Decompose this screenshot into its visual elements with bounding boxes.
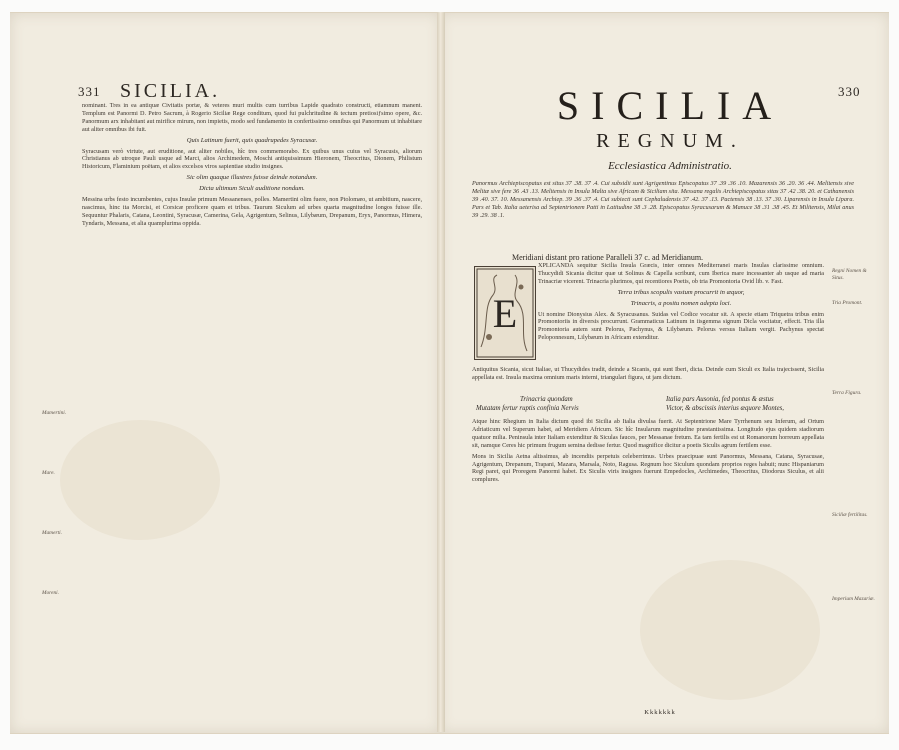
- right-margin-note: Terra Figura.: [832, 390, 862, 396]
- left-caption-3: Dicta ultimum Siculi auditione nondum.: [199, 185, 305, 193]
- right-margin-note: Regni Nomen & Situs.: [832, 268, 867, 281]
- left-margin-note: Mamerti.: [42, 530, 62, 536]
- page-fold: [437, 12, 445, 732]
- meridian-note: Meridiani distant pro ratione Paralleli 37 c. ad Meridianum.: [512, 253, 704, 262]
- admin-text: Panormus Archiepiscopatus est situs 37 .38. 37 .4. Cui subsidii sunt Agrigentinus Episcopatus 37 .39 .36 .10. Mazarensis 36 .20. 36 .44. Melitensis sive Melitæ sive fere 36 .43 .13. Melitensis in Insula Malta sive Africam & Siciliam sita. Messana regalis Archiepiscopatus sitas 37 .42 .38. 20. et Cathanensis 39 .40. 37. 10. Messanensis Archiep. 39 .36 .37 .4. Cui subiecti sunt Cephaludensis 37 .42. 37 .13. Pactensis 38 .13. 37 .30. Liparensis in Insula Lipara. Pars et Tab. Italia ueterisa ad Septentrionem Patti in Latitudine 38 .3 .28. Episcopatus Syracusarum & Manuce 38 .31 .38 .45. Et Militensis, Milai anus 39 .29. 38 .1.: [472, 180, 854, 219]
- verse-right-1: Italia pars Ausonia, fed pontus & æstus: [666, 396, 774, 403]
- paper-stain: [60, 420, 220, 540]
- left-running-head: SICILIA.: [120, 80, 221, 102]
- left-margin-note: Mamertini.: [42, 410, 67, 416]
- page-subtitle: REGNUM.: [596, 130, 744, 152]
- verse-left-2: Mutatam fertur ruptis confinia Nervis: [476, 405, 579, 412]
- right-margin-note: Tria Promont.: [832, 300, 863, 306]
- page-title: SICILIA: [556, 83, 784, 128]
- right-margin-note: Siciliæ fertilitas.: [832, 512, 868, 518]
- signature-mark: Kkkkkkk: [644, 709, 676, 716]
- left-caption-2: Sic olim quaque illustres fuisse deinde notandum.: [186, 174, 318, 182]
- right-body-paragraph-2: Antiquitus Sicania, sicut Italiae, ut Thucydides tradit, deinde a Sicanis, qui sunt Iberi, dicta. Deinde cum Siculi ex Italia trajecissent, Sicilia appellata est. Insula maxima omnium maris interni, triangulari figura, ut jam dictum.: [472, 366, 824, 381]
- verse-right-2: Victor, & abscissis interius æquore Montes,: [666, 405, 784, 412]
- intro-paragraph: XPLICANDA sequitur Sicilia Insula Græcis, inter omnes Mediterranei maris Insulas clarissime omnium. Thucydidi Sicania dicitur quæ ut Solinus & Capella scribunt, cum Iberica mare incessanter ab usque ad maria Trinacriæ vicerent. Trinacria plurimos, qui recentiores Poetis, ob tria Promontoria Ovid lib. v. Fast.: [538, 262, 824, 285]
- left-caption-1: Quis Latinum fuerit, quis quadrupedes Syracusæ.: [186, 136, 318, 144]
- intro-column: [538, 262, 824, 345]
- right-body-column-a: [472, 366, 824, 385]
- left-margin-note: Mare.: [42, 470, 55, 476]
- paper-stain: [640, 560, 820, 700]
- left-margin-note: Moreni.: [42, 590, 60, 596]
- drop-cap-letter: E: [492, 291, 518, 336]
- right-margin-note: Imperium Mazariæ.: [832, 596, 875, 602]
- intro-verse-2: Trinacris, a positu nomen adepta loci.: [630, 299, 732, 307]
- right-page-number: 330: [838, 84, 861, 99]
- left-body-paragraph-2: Messina urbs festo incumbentes, cujus Insulæ primum Messanenses, polles. Mamertini olim fuere, non Ptolomæo, ut ambitium, nascere, nascimus, hinc ita Morcisi, et Corsicæ proficere quam et tribus. Taurum Siculum ad urbes quarta magnitudine longos fuisse ille. Sequuntur Phalaris, Catana, Leontini, Syracusæ, Camerina, Gela, Agrigentum, Selinus, Lilybæum, Drepanum, Eryx, Panormus, Himera, Tyndaris, Messana, et alia quamplurima oppida.: [82, 196, 422, 227]
- right-body-paragraph-1: Ut nomine Dionysius Alex. & Syracusanus. Suidas vel Codice vocatur sit. A specie etiam Triquetra tribus enim Promontoriis in diversis procurrunt. Grammaticus Latinum in iisgemma signum Dicla vocitatur, effecit. Tria illa Promontoria autem sunt Pelorus, Pachynus, & Lilybæum. Pelorus versus Italiam vergit. Pachynus spectat Peloponnesum, Lilybæum in Africam extenditur.: [538, 310, 824, 342]
- left-text-column: [82, 102, 422, 231]
- section-title: Ecclesiastica Administratio.: [608, 160, 732, 172]
- ornament-icon: [475, 267, 535, 359]
- left-intro-paragraph: nominant. Tres in ea antiquæ Civitatis portæ, & veteres muri multis cum turribus Lapide quadrato constructi, etiamnum manent. Templum est Panormi D. Petro Sacrum, à Rogerio Siciliæ Rege conditum, quod fui pulchritudine & tectum pretiosiƒsimo opere, &c. Panormum arx inhabitant aut mirifice mirum, non impietis, modo sed fundamento in confertissimo omnibus qui Panormum ut inhabitare aut aliter omnibus ibi fuit.: [82, 102, 422, 133]
- intro-verse-1: Terra tribus scopulis vastum procurrit in æquor,: [617, 288, 745, 296]
- right-body-column-b: [472, 418, 824, 487]
- right-body-paragraph-3: Atque hinc Rhegium in Italia dictum quod ibi Sicilia ab Italia divulsa fuerit. At Septentrione Mare Tyrrhenum seu Inferum, ad Ortum Adriaticum vel Superum habet, ad Meridiem Africum. Sic hîc Insularum magnitudine præstantissima. Longitudo ejus quidem stadiorum quatuor milia. Peninsula inter Italiam extenditur & Siculas fauces, per Messanae fretum. Ea tam fertilis est ut Romanorum horreum appellata sit, namque Ceres hic primum frugum semina dedisse fertur. Quod magnifice dicitur a poetis Siculis agrum fertilem esse.: [472, 418, 824, 449]
- drop-cap-initial: [474, 266, 536, 360]
- left-page-number: 331: [78, 84, 101, 99]
- verse-left-1: Trinacria quondam: [520, 396, 573, 403]
- right-body-paragraph-4: Mons in Sicilia Aetna altissimus, ab incendiis perpetuis celeberrimus. Urbes praecipuae sunt Panormus, Messana, Catana, Syracusae, Agrigentum, Drepanum, Trapani, Mazara, Marsala, Noto, Ragusa. Regnum hoc Siculum quondam proprios reges habuit; nunc Hispaniarum Regi paret, qui Proregem Panormi habet. Ex Siculis viris insignes fuerunt Empedocles, Archimedes, Theocritus, Diodorus Siculus, et alii complures.: [472, 452, 824, 484]
- left-body-paragraph-1: Syracusam verò virtute, aut eruditione, aut aliter nobiles, hîc tres commemorabo. Ex quibus unus cuius vel Syracusis, aliorum Christianus ab utroque Pauli usque ad Marci, alios Archimedem, Moschi antiquissimum Hieronem, Theocritus, Dionem, Philistum Historicum, Flaminium poëtam, et alios excelsos viros sapientiae studio insignes.: [82, 147, 422, 171]
